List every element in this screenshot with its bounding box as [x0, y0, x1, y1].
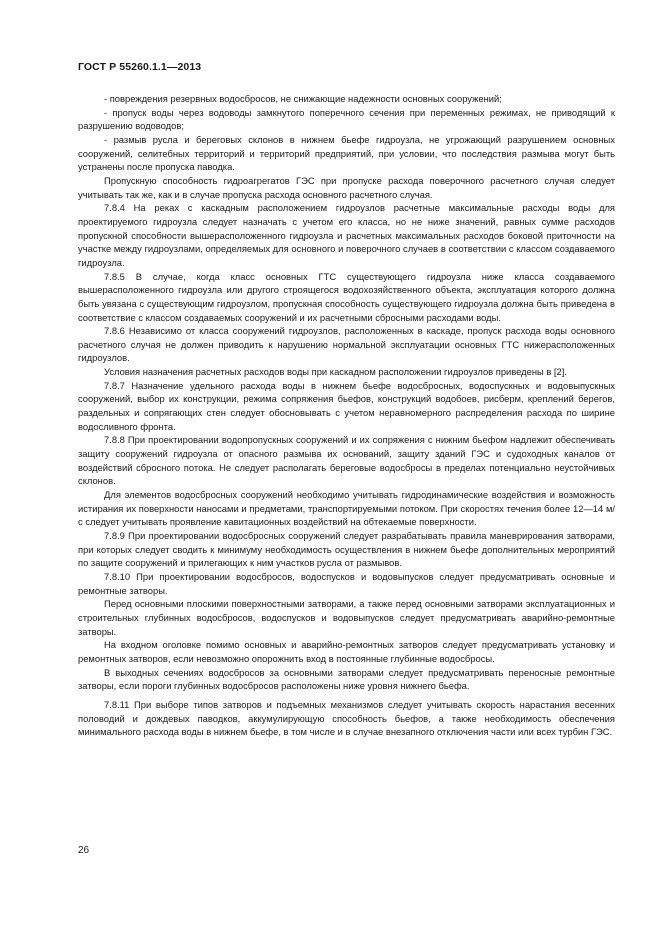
paragraph: Пропускную способность гидроагрегатов ГЭС при пропуске расхода поверочного расчетного случая следует учитывать так же, как и в случае пропуска расхода основного расчетного случая.: [78, 174, 615, 200]
paragraph: На входном оголовке помимо основных и аварийно-ремонтных затворов следует предусматривать установку и ремонтных затворов, если невозможно опорожнить вход в постоянные глубинные водосбросы.: [78, 639, 615, 664]
paragraph-7-8-4: 7.8.4 На реках с каскадным расположением гидроузлов расчетные максимальные расходы воды для проектируемого гидроузла следует назначать с учетом его класса, но не ниже значений, равных сумме расходов пропускной способности вышерасположенного гидроузла и расчетных максимальных расходов боковой приточности на участке между гидроузлами, определяемых для основного и поверочного случаев в соответствии с классом создаваемого гидроузла.: [78, 202, 615, 268]
paragraph-7-8-7: 7.8.7 Назначение удельного расхода воды в нижнем бьефе водосбросных, водоспускных и водовыпускных сооружений, выбор их конструкции, режима сопряжения бьефов, конструкций водобоев, рисберм, креплений берегов, раздельных и сопрягающих стен следует обосновывать с учетом неравномерного распределения расхода по ширине водосливного фронта.: [78, 379, 615, 432]
list-item: - пропуск воды через водоводы замкнутого поперечного сечения при переменных режимах, не приводящий к разрушению водоводов;: [78, 106, 615, 132]
paragraph-7-8-5: 7.8.5 В случае, когда класс основных ГТС существующего гидроузла ниже класса создаваемого вышерасположенного гидроузла или другого строящегося водохозяйственного объекта, эксплуатация которого должна быть увязана с существующим гидроузлом, пропускная способность существующего гидроузла должна быть приведена в соответствие с классом создаваемых сооружений и их расчетными сбросными расходами воды.: [78, 270, 615, 323]
paragraph: В выходных сечениях водосбросов за основными затворами следует предусматривать переносные ремонтные затворы, если пороги глубинных водосбросов расположены ниже уровня нижнего бьефа.: [78, 666, 615, 692]
document-header: ГОСТ Р 55260.1.1—2013: [78, 61, 202, 73]
paragraph-7-8-9: 7.8.9 При проектировании водосбросных сооружений следует разрабатывать правила маневрирования затворами, при которых следует сводить к минимуму необходимость осуществления в нижнем бьефе дополнительных мероприятий по защите сооружений и прилегающих к ним участков русла от размывов.: [78, 530, 615, 569]
paragraph: Перед основными плоскими поверхностными затворами, а также перед основными затворами эксплуатационных и строительных глубинных водосбросов, водоспусков и водовыпусков следует предусматривать аварийно-ремонтные затворы.: [78, 598, 615, 637]
paragraph: Условия назначения расчетных расходов воды при каскадном расположении гидроузлов приведены в [2].: [104, 366, 567, 378]
page-number: 26: [78, 845, 90, 856]
paragraph-7-8-8: 7.8.8 При проектировании водопропускных сооружений и их сопряжения с нижним бьефом надлежит обеспечивать защиту сооружений гидроузла от опасного размыва их оснований, защиту зданий ГЭС и судоходных каналов от воздействий сбросного потока. Не следует располагать береговые водосбросы в пределах потенциально неустойчивых склонов.: [78, 434, 615, 487]
paragraph-7-8-10: 7.8.10 При проектировании водосбросов, водоспусков и водовыпусков следует предусматривать основные и ремонтные затворы.: [78, 570, 615, 596]
document-body: [78, 92, 615, 739]
paragraph-7-8-6: 7.8.6 Независимо от класса сооружений гидроузлов, расположенных в каскаде, пропуск расхода воды основного расчетного случая не должен приводить к нарушению нормальной эксплуатации основных ГТС нижерасположенных гидроузлов.: [78, 325, 615, 364]
list-item: - повреждения резервных водосбросов, не снижающие надежности основных сооружений;: [104, 93, 502, 104]
paragraph-7-8-11: 7.8.11 При выборе типов затворов и подъемных механизмов следует учитывать скорость нарастания весенних половодий и дождевых паводков, аккумулирующую способность бьефов, а также необходимость обеспечения минимального расхода воды в нижнем бьефе, в том числе и в случае внезапного отключения части или всех турбин ГЭС.: [78, 698, 615, 738]
paragraph: Для элементов водосбросных сооружений необходимо учитывать гидродинамические воздействия и возможность истирания их поверхности наносами и предметами, транспортируемыми потоком. При скоростях течения более 12—14 м/с следует учитывать проявление кавитационных воздействий на обтекаемые поверхности.: [78, 489, 615, 528]
list-item: - размыв русла и береговых склонов в нижнем бьефе гидроузла, не угрожающий разрушением основных сооружений, селитебных территорий и территорий предприятий, при условии, что последствия размыва могут быть устранены после пропуска паводка.: [78, 133, 615, 173]
